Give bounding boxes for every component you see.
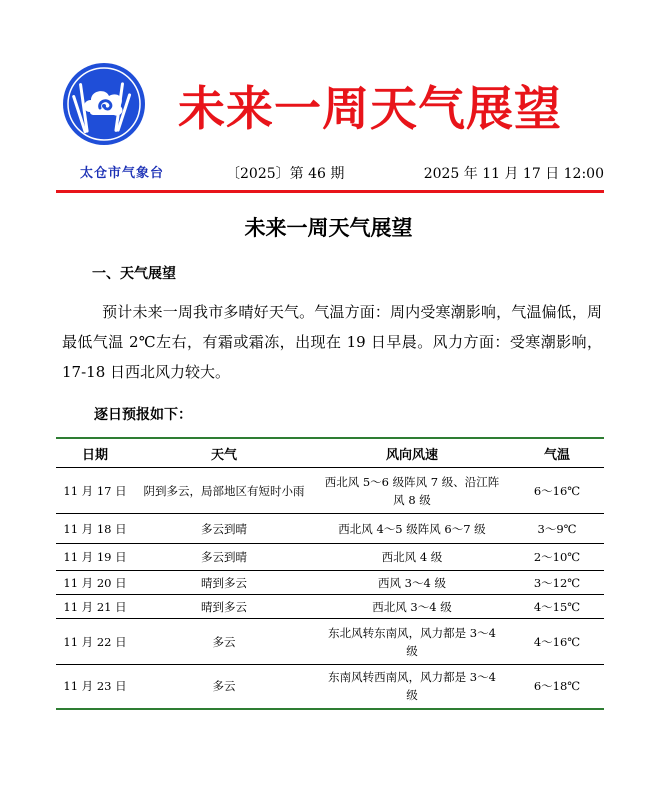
document-title: 未来一周天气展望 <box>244 215 413 240</box>
header-wind: 风向风速 <box>314 438 510 468</box>
cell-weather: 阴到多云，局部地区有短时小雨 <box>134 468 314 514</box>
wind-text: 西北风 4～5 级阵风 6～7 级 <box>338 521 486 536</box>
header-temperature: 气温 <box>510 438 604 468</box>
cell-wind <box>314 619 510 665</box>
table-row <box>56 468 604 514</box>
issue-number: 〔2025〕第 46 期 <box>226 166 345 182</box>
cell-weather: 多云 <box>134 665 314 709</box>
header-divider <box>56 190 604 193</box>
table-row <box>56 544 604 571</box>
issue-line <box>56 160 604 188</box>
wind-text: 东南风转西南风，风力都是 3～4 级 <box>328 670 496 703</box>
wind-text: 西北风 3～4 级 <box>372 599 452 614</box>
cell-temperature: 4～16℃ <box>510 619 604 665</box>
table-header-row <box>56 438 604 468</box>
cell-temperature: 6～16℃ <box>510 468 604 514</box>
outlook-text: 预计未来一周我市多晴好天气。气温方面：周内受寒潮影响，气温偏低，周最低气温 2℃左右，有霜或霜冻，出现在 19 日早晨。风力方面：受寒潮影响，17-18 日西北风力较大。 <box>62 303 602 381</box>
cell-date: 11 月 18 日 <box>56 514 134 544</box>
table-row <box>56 514 604 544</box>
cell-wind <box>314 468 510 514</box>
cell-temperature: 4～15℃ <box>510 595 604 619</box>
header-date: 日期 <box>56 438 134 468</box>
cell-wind <box>314 544 510 571</box>
cell-weather: 多云到晴 <box>134 514 314 544</box>
cell-weather: 晴到多云 <box>134 571 314 595</box>
cell-temperature: 2～10℃ <box>510 544 604 571</box>
meteorological-logo-icon <box>62 62 146 146</box>
table-row <box>56 665 604 709</box>
wind-text: 西风 3～4 级 <box>378 575 446 590</box>
cell-temperature: 3～9℃ <box>510 514 604 544</box>
issue-date: 2025 年 11 月 17 日 12:00 <box>423 166 604 182</box>
cell-temperature: 3～12℃ <box>510 571 604 595</box>
cell-wind <box>314 571 510 595</box>
masthead-title: 未来一周天气展望 <box>178 82 562 137</box>
forecast-table <box>56 437 604 710</box>
header-weather: 天气 <box>134 438 314 468</box>
table-row <box>56 595 604 619</box>
cell-date: 11 月 22 日 <box>56 619 134 665</box>
cell-temperature: 6～18℃ <box>510 665 604 709</box>
wind-text: 西北风 4 级 <box>381 550 443 564</box>
cell-weather: 晴到多云 <box>134 595 314 619</box>
cell-date: 11 月 23 日 <box>56 665 134 709</box>
daily-forecast-heading: 逐日预报如下： <box>94 407 192 423</box>
agency-name: 太仓市气象台 <box>80 166 165 181</box>
cell-date: 11 月 21 日 <box>56 595 134 619</box>
section-heading: 一、天气展望 <box>92 266 176 282</box>
wind-text: 东北风转东南风，风力都是 3～4 级 <box>328 625 496 658</box>
table-row <box>56 571 604 595</box>
wind-text: 西北风 5～6 级阵风 7 级、沿江阵风 8 级 <box>324 474 500 507</box>
cell-wind <box>314 514 510 544</box>
outlook-paragraph <box>62 297 602 387</box>
cell-date: 11 月 20 日 <box>56 571 134 595</box>
cell-weather: 多云 <box>134 619 314 665</box>
table-row <box>56 619 604 665</box>
cell-date: 11 月 19 日 <box>56 544 134 571</box>
cell-date: 11 月 17 日 <box>56 468 134 514</box>
cell-wind <box>314 595 510 619</box>
cell-wind <box>314 665 510 709</box>
cell-weather: 多云到晴 <box>134 544 314 571</box>
